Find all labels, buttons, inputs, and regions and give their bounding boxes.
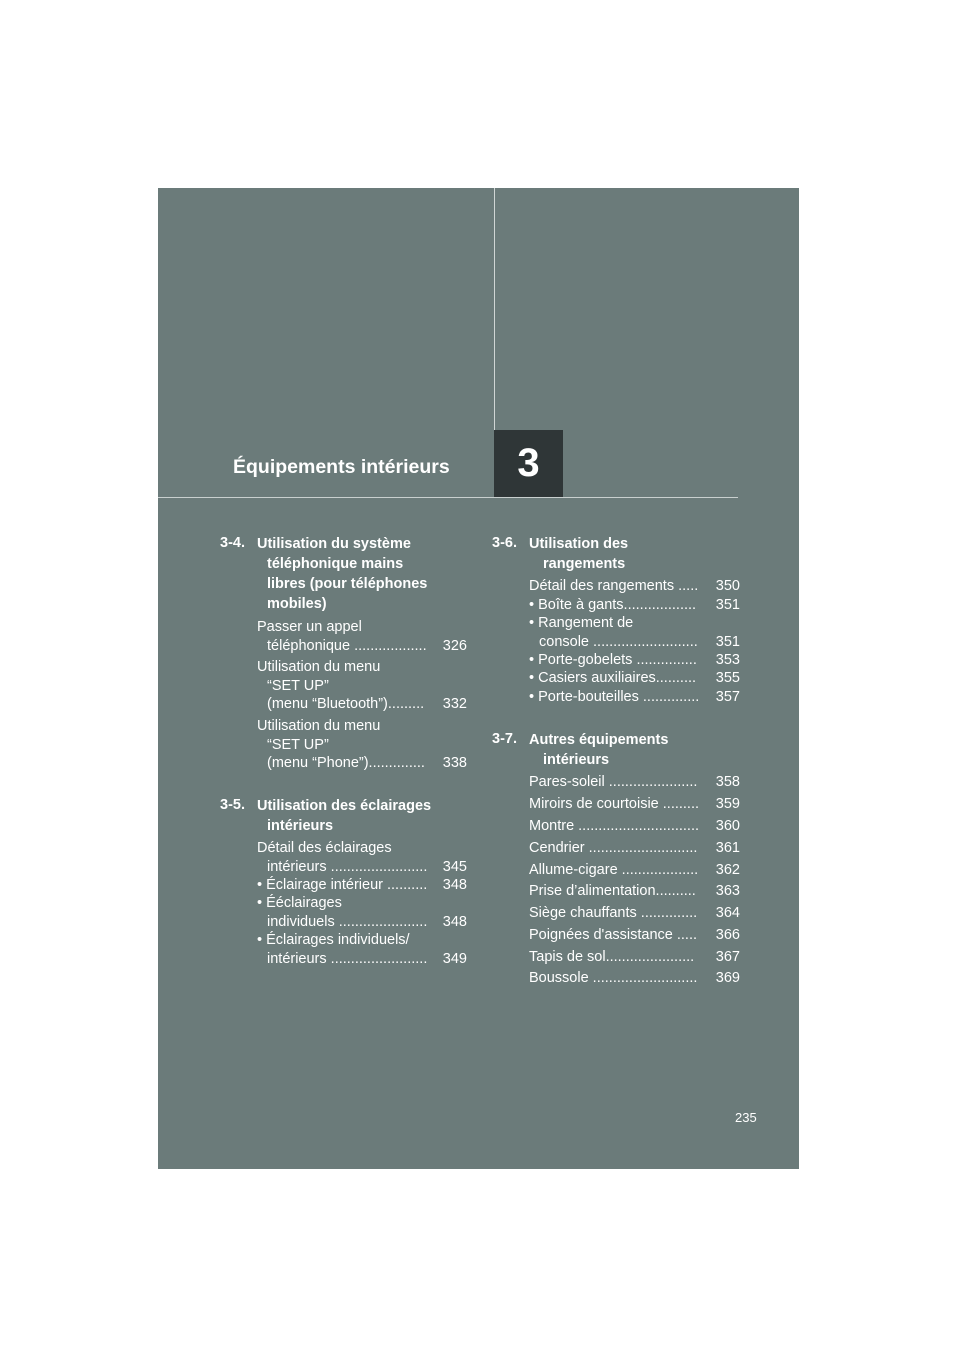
entry-text: console .......................... [539, 633, 698, 650]
toc-entry[interactable] [529, 926, 740, 945]
entry-text: • Boîte à gants.................. [529, 597, 697, 613]
entry-text: • Éclairages individuels/ [257, 932, 410, 948]
toc-entry[interactable] [529, 614, 740, 651]
entry-page: 369 [715, 970, 740, 986]
entry-text: Détail des éclairages [257, 840, 392, 856]
entry-text: Allume-cigare ................... [529, 862, 699, 878]
entry-text: Pares-soleil ...................... [529, 774, 698, 790]
entry-text: Poignées d'assistance ..... [529, 927, 698, 943]
section-title-line: Utilisation des éclairages [257, 798, 432, 814]
entry-text: Détail des rangements ..... [529, 578, 699, 594]
entry-text: • Porte-bouteilles .............. [529, 689, 700, 705]
toc-entry[interactable] [529, 688, 740, 707]
toc-entry[interactable] [529, 795, 740, 814]
entry-page: 359 [715, 796, 740, 812]
toc-entry[interactable] [529, 596, 740, 615]
toc-left-column [220, 534, 467, 974]
toc-entry[interactable] [529, 839, 740, 858]
section-title-line: rangements [543, 556, 626, 572]
entry-page: 367 [715, 949, 740, 965]
toc-entry[interactable] [257, 618, 467, 655]
entry-text: Cendrier ........................... [529, 840, 698, 856]
entry-text: individuels ...................... [267, 913, 428, 930]
entry-text: téléphonique .................. [267, 637, 427, 654]
entry-text: Miroirs de courtoisie ......... [529, 796, 700, 812]
toc-entry[interactable] [529, 969, 740, 988]
entry-text: Boussole .......................... [529, 970, 698, 986]
entry-page: 353 [715, 652, 740, 668]
entry-text: • Ééclairages [257, 895, 342, 911]
entry-page: 348 [442, 877, 467, 893]
toc-entry[interactable] [529, 861, 740, 880]
section-title [257, 534, 427, 614]
entry-text: Passer un appel [257, 619, 362, 635]
entry-text: “SET UP” [267, 677, 329, 694]
entry-page: 360 [715, 818, 740, 834]
entry-text: Siège chauffants .............. [529, 905, 698, 921]
entry-page: 364 [715, 905, 740, 921]
entry-text: Prise d’alimentation.......... [529, 883, 696, 899]
toc-entry[interactable] [529, 577, 740, 596]
chapter-title: Équipements intérieurs [233, 456, 450, 478]
entry-text: (menu “Phone”).............. [267, 755, 425, 771]
entry-text: “SET UP” [267, 736, 329, 753]
section-title [257, 796, 431, 836]
toc-entry[interactable] [257, 717, 467, 773]
section-title-line: Utilisation des [529, 536, 629, 552]
entry-page: 363 [715, 883, 740, 899]
section-number: 3-6. [492, 535, 517, 551]
entry-text: Tapis de sol...................... [529, 949, 695, 965]
entry-page: 326 [442, 637, 467, 654]
toc-entry[interactable] [529, 773, 740, 792]
toc-entry[interactable] [257, 876, 467, 895]
entry-page: 351 [715, 633, 740, 650]
entry-text: Utilisation du menu [257, 718, 381, 734]
entry-text: (menu “Bluetooth”)......... [267, 696, 425, 712]
toc-entry[interactable] [529, 948, 740, 967]
chapter-number-tab: 3 [494, 430, 563, 497]
toc-entry[interactable] [529, 669, 740, 688]
section-title-line: Autres équipements [529, 732, 669, 748]
section-title-line: intérieurs [267, 818, 334, 834]
toc-entry[interactable] [529, 817, 740, 836]
toc-entry[interactable] [257, 839, 467, 876]
entry-page: 358 [715, 774, 740, 790]
entry-page: 332 [442, 696, 467, 712]
entry-page: 348 [442, 913, 467, 930]
entry-page: 355 [715, 670, 740, 686]
entry-page: 362 [715, 862, 740, 878]
entry-text: • Rangement de [529, 615, 634, 631]
section-title-line: intérieurs [543, 752, 610, 768]
toc-entry[interactable] [257, 931, 467, 968]
section-title-line: mobiles) [267, 596, 327, 612]
entry-text: Utilisation du menu [257, 659, 381, 675]
entry-page: 366 [715, 927, 740, 943]
section-title [529, 730, 668, 770]
section-title [529, 534, 628, 574]
section-number: 3-4. [220, 535, 245, 551]
entry-text: intérieurs ........................ [267, 950, 428, 967]
entry-page: 361 [715, 840, 740, 856]
toc-entry[interactable] [257, 658, 467, 714]
toc-entry[interactable] [529, 882, 740, 901]
entry-text: • Éclairage intérieur .......... [257, 877, 428, 893]
toc-entry[interactable] [529, 651, 740, 670]
toc-entry[interactable] [257, 894, 467, 931]
entry-text: Montre .............................. [529, 818, 700, 834]
toc-entry[interactable] [529, 904, 740, 923]
entry-text: • Porte-gobelets ............... [529, 652, 697, 668]
entry-text: intérieurs ........................ [267, 858, 428, 875]
toc-right-column [492, 534, 740, 994]
entry-page: 351 [715, 597, 740, 613]
section-number: 3-5. [220, 797, 245, 813]
section-title-line: libres (pour téléphones [267, 576, 428, 592]
entry-text: • Casiers auxiliaires.......... [529, 670, 697, 686]
page-number: 235 [735, 1110, 757, 1125]
divider-vertical [494, 188, 495, 430]
section-title-line: Utilisation du système [257, 536, 411, 552]
entry-page: 349 [442, 950, 467, 967]
entry-page: 357 [715, 689, 740, 705]
entry-page: 345 [442, 858, 467, 875]
divider-horizontal [158, 497, 738, 498]
entry-page: 350 [715, 578, 740, 594]
section-title-line: téléphonique mains [267, 556, 404, 572]
section-number: 3-7. [492, 731, 517, 747]
entry-page: 338 [442, 755, 467, 771]
